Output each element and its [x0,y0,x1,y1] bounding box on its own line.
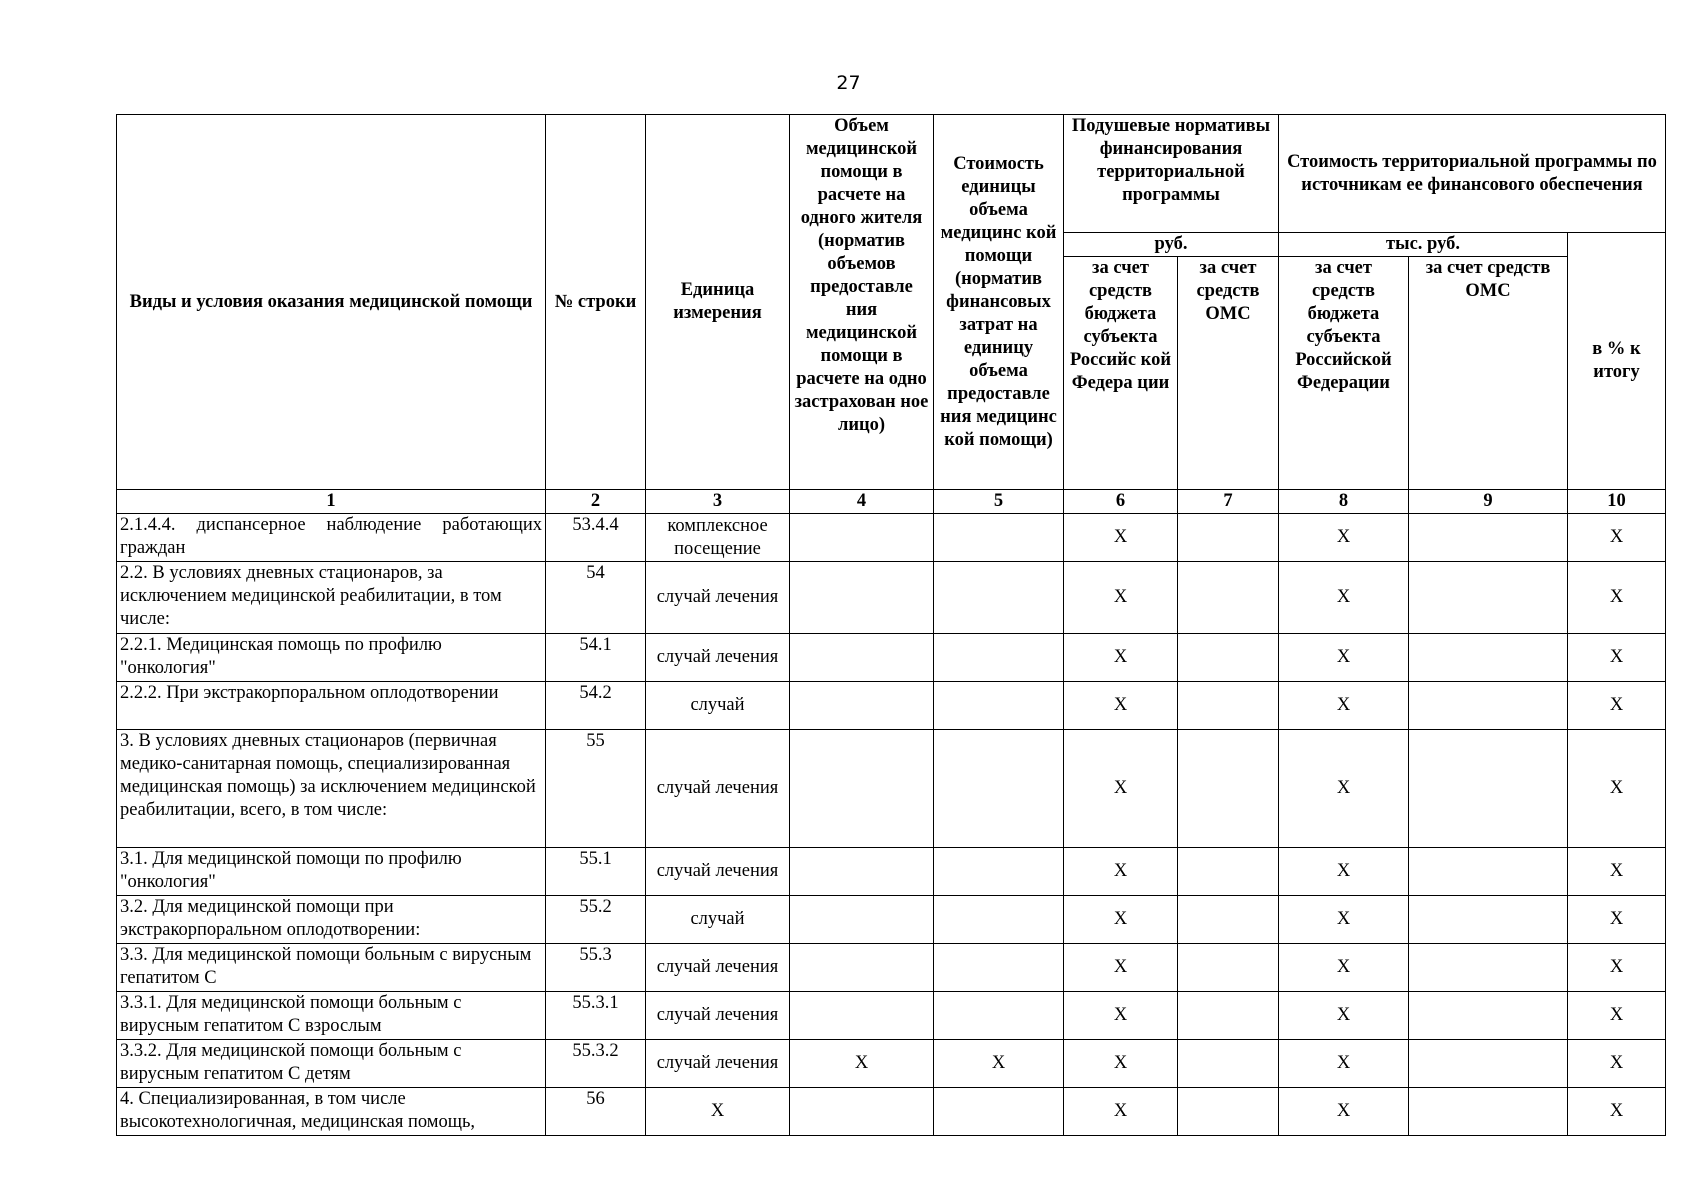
row-cost-budget: X [1279,634,1409,682]
row-unit-cost [934,1088,1064,1136]
row-cost-budget: X [1279,562,1409,634]
row-volume [790,848,934,896]
row-unit: комплексное посещение [646,514,790,562]
column-number: 6 [1064,490,1178,514]
row-volume [790,896,934,944]
row-unit-cost [934,514,1064,562]
row-per-capita-oms [1178,848,1279,896]
row-unit-cost [934,682,1064,730]
row-percent-total: X [1568,1040,1666,1088]
row-unit: X [646,1088,790,1136]
column-number-row [117,490,1666,514]
table-row [117,1040,1666,1088]
row-volume [790,1088,934,1136]
row-number: 53.4.4 [546,514,646,562]
row-cost-oms [1409,944,1568,992]
row-per-capita-budget: X [1064,944,1178,992]
row-per-capita-oms [1178,1088,1279,1136]
row-percent-total: X [1568,1088,1666,1136]
column-number: 10 [1568,490,1666,514]
row-percent-total: X [1568,682,1666,730]
row-number: 55.1 [546,848,646,896]
header-unit: Единица измерения [646,115,790,490]
row-cost-oms [1409,514,1568,562]
row-number: 55 [546,730,646,848]
row-percent-total: X [1568,562,1666,634]
row-cost-oms [1409,1040,1568,1088]
row-unit: случай лечения [646,730,790,848]
row-per-capita-budget: X [1064,634,1178,682]
row-unit-cost [934,730,1064,848]
row-per-capita-budget: X [1064,848,1178,896]
row-unit: случай лечения [646,562,790,634]
row-cost-oms [1409,992,1568,1040]
table-row [117,896,1666,944]
row-per-capita-oms [1178,944,1279,992]
table-row [117,848,1666,896]
header-budget-rub: за счет средств бюджета субъекта Российс кой Федера ции [1064,257,1178,490]
row-unit-cost [934,896,1064,944]
column-number: 7 [1178,490,1279,514]
row-per-capita-oms [1178,682,1279,730]
row-cost-oms [1409,634,1568,682]
row-cost-budget: X [1279,730,1409,848]
row-unit: случай лечения [646,944,790,992]
row-per-capita-oms [1178,634,1279,682]
row-unit-cost [934,562,1064,634]
row-cost-oms [1409,562,1568,634]
column-number: 5 [934,490,1064,514]
row-per-capita-oms [1178,1040,1279,1088]
header-thousand-rub: тыс. руб. [1279,233,1568,257]
row-percent-total: X [1568,896,1666,944]
header-per-capita: Подушевые нормативы финансирования территориальной программы [1064,115,1279,233]
row-percent-total: X [1568,634,1666,682]
row-percent-total: X [1568,730,1666,848]
row-volume [790,634,934,682]
header-volume: Объем медицинской помощи в расчете на одного жителя (норматив объемов предоставле ния медицинской помощи в расчете на одно застрахован ное лицо) [790,115,934,490]
row-volume [790,514,934,562]
row-per-capita-oms [1178,896,1279,944]
row-percent-total: X [1568,992,1666,1040]
page-number: 27 [836,72,861,94]
header-rub: руб. [1064,233,1279,257]
row-description: 3.1. Для медицинской помощи по профилю "онкология" [117,848,546,896]
row-volume [790,562,934,634]
row-cost-budget: X [1279,514,1409,562]
row-per-capita-oms [1178,514,1279,562]
row-per-capita-budget: X [1064,1088,1178,1136]
financing-table [116,114,1666,1136]
row-cost-budget: X [1279,896,1409,944]
row-cost-budget: X [1279,848,1409,896]
row-description: 3.2. Для медицинской помощи при экстракорпоральном оплодотворении: [117,896,546,944]
row-per-capita-budget: X [1064,514,1178,562]
header-oms-thousand-rub: за счет средств ОМС [1409,257,1568,490]
row-volume [790,682,934,730]
column-number: 2 [546,490,646,514]
row-number: 55.2 [546,896,646,944]
row-per-capita-budget: X [1064,682,1178,730]
row-number: 55.3.1 [546,992,646,1040]
row-cost-budget: X [1279,1088,1409,1136]
row-per-capita-budget: X [1064,730,1178,848]
row-cost-oms [1409,896,1568,944]
header-budget-thousand-rub: за счет средств бюджета субъекта Российской Федерации [1279,257,1409,490]
row-per-capita-oms [1178,992,1279,1040]
row-cost-oms [1409,730,1568,848]
row-number: 55.3.2 [546,1040,646,1088]
table-row [117,992,1666,1040]
row-number: 54.2 [546,682,646,730]
row-unit-cost [934,634,1064,682]
row-unit: случай [646,896,790,944]
column-number: 1 [117,490,546,514]
row-unit-cost: X [934,1040,1064,1088]
row-unit-cost [934,992,1064,1040]
row-description: 4. Специализированная, в том числе высокотехнологичная, медицинская помощь, [117,1088,546,1136]
row-volume [790,992,934,1040]
row-per-capita-budget: X [1064,562,1178,634]
row-cost-budget: X [1279,992,1409,1040]
row-cost-budget: X [1279,1040,1409,1088]
row-cost-budget: X [1279,944,1409,992]
header-cost: Стоимость единицы объема медицинс кой помощи (норматив финансовых затрат на единицу объема предоставле ния медицинс кой помощи) [934,115,1064,490]
row-description: 2.2.1. Медицинская помощь по профилю "онкология" [117,634,546,682]
row-cost-oms [1409,682,1568,730]
row-unit: случай [646,682,790,730]
row-unit-cost [934,848,1064,896]
row-volume [790,944,934,992]
row-per-capita-oms [1178,562,1279,634]
row-description: 3.3.2. Для медицинской помощи больным с вирусным гепатитом С детям [117,1040,546,1088]
row-description: 2.1.4.4. диспансерное наблюдение работающих граждан [117,514,546,562]
row-description: 2.2.2. При экстракорпоральном оплодотворении [117,682,546,730]
row-unit: случай лечения [646,992,790,1040]
row-number: 55.3 [546,944,646,992]
table-row [117,634,1666,682]
column-number: 8 [1279,490,1409,514]
row-volume: X [790,1040,934,1088]
row-cost-oms [1409,1088,1568,1136]
row-description: 3. В условиях дневных стационаров (первичная медико-санитарная помощь, специализированная медицинская помощь) за исключением медицинской реабилитации, всего, в том числе: [117,730,546,848]
header-row-number: № строки [546,115,646,490]
row-percent-total: X [1568,944,1666,992]
column-number: 9 [1409,490,1568,514]
row-unit: случай лечения [646,634,790,682]
table-row [117,730,1666,848]
row-number: 54.1 [546,634,646,682]
table-row [117,944,1666,992]
header-program-cost: Стоимость территориальной программы по источникам ее финансового обеспечения [1279,115,1666,233]
header-oms-rub: за счет средств ОМС [1178,257,1279,490]
column-number: 4 [790,490,934,514]
row-percent-total: X [1568,514,1666,562]
row-number: 56 [546,1088,646,1136]
header-kind: Виды и условия оказания медицинской помощи [117,115,546,490]
row-percent-total: X [1568,848,1666,896]
row-description: 2.2. В условиях дневных стационаров, за исключением медицинской реабилитации, в том числе: [117,562,546,634]
row-cost-budget: X [1279,682,1409,730]
row-per-capita-oms [1178,730,1279,848]
row-number: 54 [546,562,646,634]
table-row [117,562,1666,634]
row-unit: случай лечения [646,848,790,896]
table-row [117,682,1666,730]
header-percent-total: в % к итогу [1568,233,1666,490]
column-number: 3 [646,490,790,514]
row-volume [790,730,934,848]
row-cost-oms [1409,848,1568,896]
row-per-capita-budget: X [1064,1040,1178,1088]
row-unit: случай лечения [646,1040,790,1088]
row-per-capita-budget: X [1064,896,1178,944]
row-description: 3.3.1. Для медицинской помощи больным с вирусным гепатитом С взрослым [117,992,546,1040]
row-description: 3.3. Для медицинской помощи больным с вирусным гепатитом С [117,944,546,992]
table-row [117,514,1666,562]
row-per-capita-budget: X [1064,992,1178,1040]
table-row [117,1088,1666,1136]
row-unit-cost [934,944,1064,992]
